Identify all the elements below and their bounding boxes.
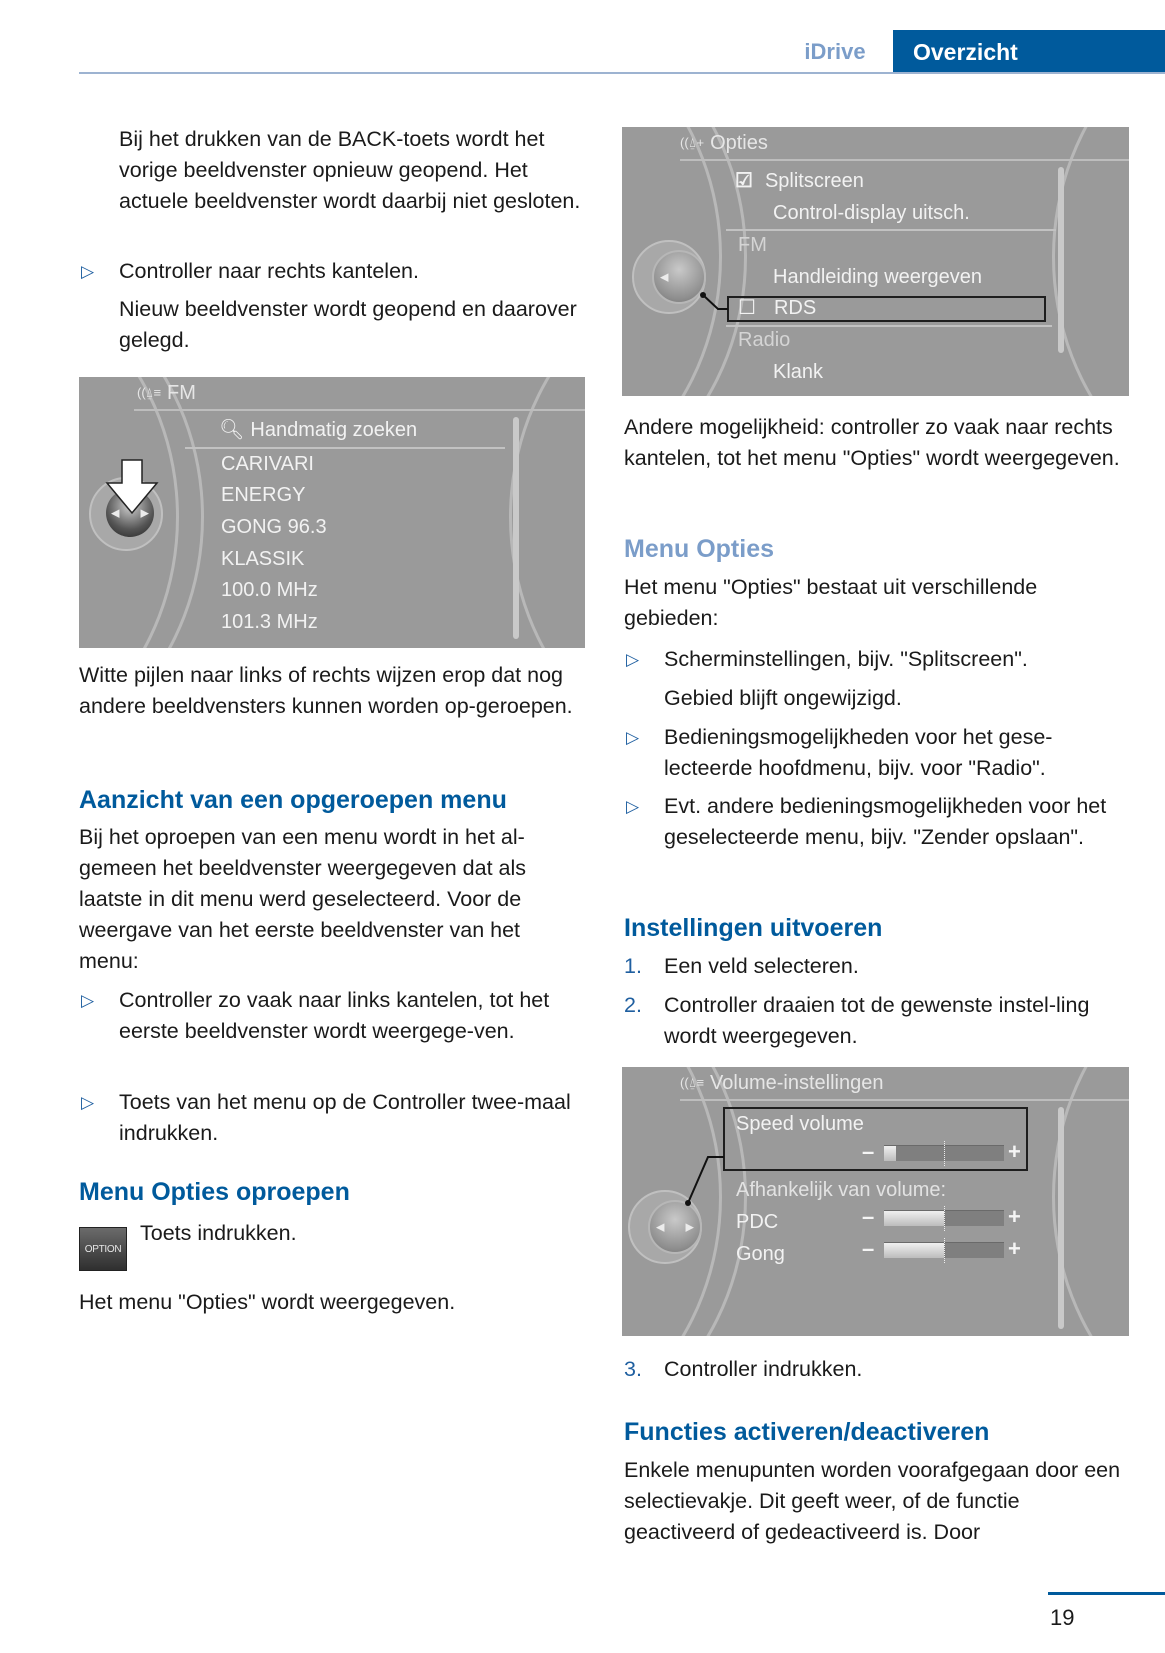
station-item[interactable]: 101.3 MHz [221, 611, 318, 633]
triangle-bullet-icon: ▷ [626, 728, 640, 747]
plus-icon[interactable]: + [1008, 1236, 1021, 1261]
menu-item[interactable]: Klank [773, 361, 824, 383]
step-number: 1. [624, 954, 642, 978]
opties-result: Het menu "Opties" wordt weergegeven. [79, 1290, 456, 1314]
list-item: ▷ Evt. andere bedieningsmogelijkheden voor het geselecteerde menu, bijv. "Zender opslaan". [624, 791, 1129, 853]
selection-connector-line [700, 292, 730, 314]
pdc-slider[interactable] [884, 1210, 1004, 1226]
alt-paragraph: Andere mogelijkheid: controller zo vaak naar rechts kantelen, tot het menu "Opties" wordt weergegeven. [624, 415, 1120, 470]
triangle-bullet-icon: ▷ [81, 1093, 95, 1112]
plus-icon[interactable]: + [1008, 1139, 1021, 1164]
footer-divider [1048, 1592, 1165, 1595]
bullet-follow-text: Gebied blijft ongewijzigd. [664, 686, 902, 710]
screen-title: ((⍙≡ Volume-instellingen [680, 1071, 884, 1094]
list-item: ▷ Controller naar rechts kantelen. [79, 256, 584, 287]
menu-item-splitscreen[interactable]: ☑ Splitscreen [735, 170, 864, 192]
menu-item-rds[interactable]: ☐ RDS [738, 297, 817, 319]
screen-title: ((⍙+ Opties [680, 131, 768, 154]
station-item[interactable]: ENERGY [221, 484, 306, 506]
station-item[interactable]: CARIVARI [221, 453, 314, 475]
header-divider [79, 72, 1165, 74]
idrive-screen-volume [622, 1067, 1129, 1336]
search-icon: 🔍︎ [219, 419, 245, 441]
station-item[interactable]: 100.0 MHz [221, 579, 318, 601]
header-section-label: iDrive [804, 39, 866, 64]
menu-item[interactable]: Control-display uitsch. [773, 202, 970, 224]
title-divider [680, 159, 1129, 161]
step-item: 3. Controller indrukken. [624, 1354, 1129, 1385]
title-divider [134, 409, 585, 411]
dependent-label: Afhankelijk van volume: [736, 1179, 947, 1201]
menu-item[interactable]: Handleiding weergeven [773, 266, 983, 288]
list-item: ▷ Controller zo vaak naar links kantelen, tot het eerste beeldvenster wordt weergege-ven. [79, 985, 584, 1047]
screen-title: ((⍙≡ FM [137, 381, 196, 404]
intro-paragraph: Bij het drukken van de BACK-toets wordt het vorige beeldvenster opnieuw geopend. Het actuele beeldvenster wordt daarbij niet gesloten. [119, 127, 581, 213]
triangle-bullet-icon: ▷ [81, 991, 95, 1010]
heading-instellingen: Instellingen uitvoeren [624, 914, 883, 942]
menu-section-fm: FM [738, 234, 767, 256]
list-item: ▷ Toets van het menu op de Controller twee-maal indrukken. [79, 1087, 584, 1149]
triangle-bullet-icon: ▷ [81, 262, 95, 281]
option-instruction: Toets indrukken. [140, 1221, 297, 1245]
menu-opties-paragraph: Het menu "Opties" bestaat uit verschillende gebieden: [624, 575, 1038, 630]
minus-icon[interactable]: – [862, 1139, 875, 1164]
down-arrow-icon [105, 459, 159, 515]
page-number: 19 [1050, 1605, 1075, 1630]
list-item: ▷ Scherminstellingen, bijv. "Splitscreen". [624, 644, 1129, 675]
radio-antenna-icon: ((⍙+ [680, 135, 705, 150]
step-number: 2. [624, 993, 642, 1017]
menu-section-radio: Radio [738, 329, 791, 351]
gong-label: Gong [736, 1243, 785, 1265]
checkbox-unchecked-icon[interactable]: ☐ [738, 297, 756, 319]
scrollbar[interactable] [1058, 1107, 1064, 1329]
arrows-explanation: Witte pijlen naar links of rechts wijzen erop dat nog andere beeldvensters kunnen worden op-geroepen. [79, 663, 573, 718]
controller-knob-icon: ◀ ▶ [106, 489, 154, 537]
minus-icon[interactable]: – [862, 1236, 875, 1261]
idrive-screen-fm [79, 377, 585, 648]
heading-aanzicht: Aanzicht van een opgeroepen menu [79, 786, 507, 814]
radio-antenna-icon: ((⍙≡ [680, 1075, 705, 1090]
heading-menu-opties: Menu Opties [624, 535, 775, 563]
controller-knob-icon: ◀ [652, 250, 706, 304]
screen-bezel-arc [509, 377, 585, 648]
triangle-bullet-icon: ▷ [626, 650, 640, 669]
bullet-follow-text: Nieuw beeldvenster wordt geopend en daarover gelegd. [119, 297, 577, 352]
list-item: ▷ Bedieningsmogelijkheden voor het gese-lecteerde hoofdmenu, bijv. voor "Radio". [624, 722, 1129, 784]
heading-menu-opties-oproepen: Menu Opties oproepen [79, 1178, 350, 1206]
controller-knob-icon: ◀ ▶ [648, 1200, 702, 1254]
station-item[interactable]: GONG 96.3 [221, 516, 327, 538]
title-divider [680, 1099, 1129, 1101]
speed-volume-slider[interactable] [884, 1145, 1004, 1161]
gong-slider[interactable] [884, 1242, 1004, 1258]
triangle-bullet-icon: ▷ [626, 797, 640, 816]
pdc-label: PDC [736, 1211, 779, 1233]
step-item: 1. Een veld selecteren. [624, 951, 1129, 982]
scrollbar[interactable] [513, 417, 519, 639]
selection-connector-line [684, 1149, 726, 1207]
scrollbar[interactable] [1058, 167, 1064, 353]
search-menu-item[interactable]: 🔍︎ Handmatig zoeken [219, 419, 418, 441]
radio-antenna-icon: ((⍙≡ [137, 385, 162, 400]
aanzicht-paragraph: Bij het oproepen van een menu wordt in het al-gemeen het beeldvenster weergegeven dat als laatste in dit menu werd geselecteerd. Voor de weergave van het eerste beeldvenster van het menu: [79, 825, 527, 973]
checkbox-checked-icon[interactable]: ☑ [735, 170, 753, 192]
option-button[interactable]: OPTION [79, 1227, 127, 1271]
step-item: 2. Controller draaien tot de gewenste instel-ling wordt weergegeven. [624, 990, 1129, 1052]
menu-divider [726, 229, 1056, 231]
functies-paragraph: Enkele menupunten worden voorafgegaan door een selectievakje. Dit geeft weer, of de functie geactiveerd of gedeactiveerd is. Door [624, 1458, 1121, 1544]
idrive-screen-opties [622, 127, 1129, 396]
minus-icon[interactable]: – [862, 1204, 875, 1229]
heading-functies: Functies activeren/deactiveren [624, 1418, 990, 1446]
header-chapter-tab: Overzicht [893, 30, 1165, 74]
plus-icon[interactable]: + [1008, 1204, 1021, 1229]
station-item[interactable]: KLASSIK [221, 548, 305, 570]
speed-volume-label: Speed volume [736, 1113, 864, 1135]
step-number: 3. [624, 1357, 642, 1381]
